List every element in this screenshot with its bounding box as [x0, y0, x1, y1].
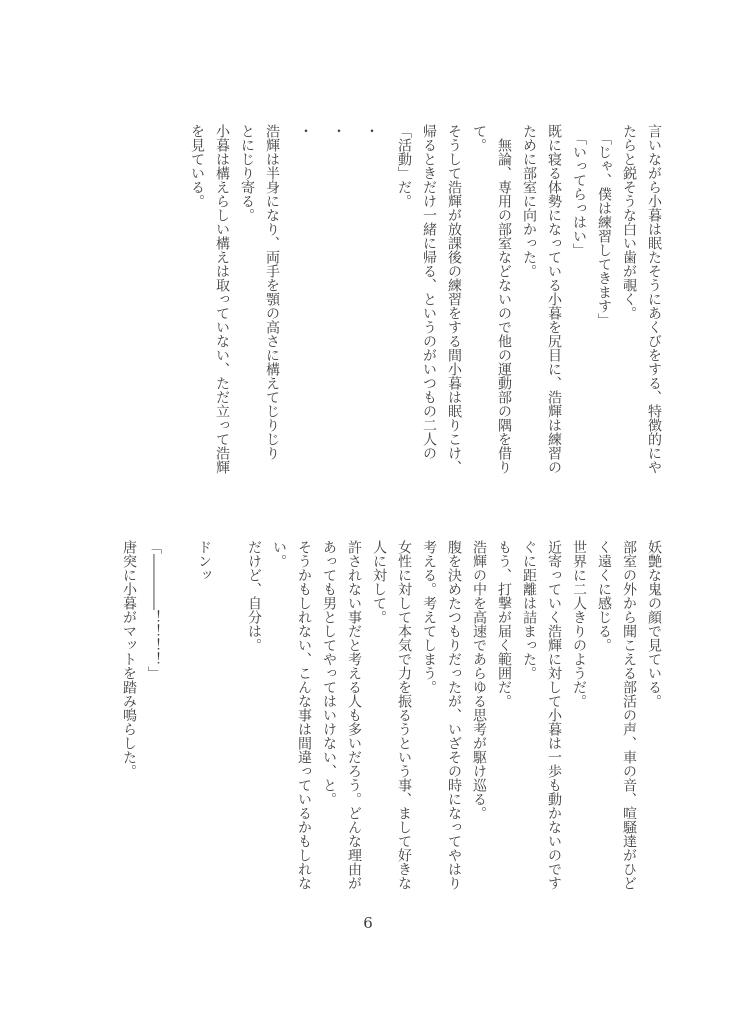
text-line: もう、打撃が届く範囲だ。: [496, 540, 512, 708]
text-line: 人に対して。: [371, 540, 387, 624]
text-line: [166, 540, 191, 1020]
text-line: 世界に二人きりのようだ。: [571, 540, 587, 708]
text-line: そうかもしれない、こんな事は間違っているかもしれな: [296, 540, 312, 890]
text-line: 妖艶な鬼の顔で見ている。: [646, 540, 662, 708]
text-line: 近寄っていく浩輝に対して小暮は一歩も動かないのです: [546, 540, 562, 890]
text-line: 既に寝る体勢になっている小暮を尻目に、浩輝は練習の: [546, 124, 562, 474]
text-line: 唐突に小暮がマットを踏み鳴らした。: [121, 540, 137, 778]
text-line: だけど、自分は。: [246, 540, 262, 652]
text-line: ・: [363, 124, 379, 138]
text-line: を見ている。: [189, 124, 205, 208]
text-line: たらと鋭そうな白い歯が覗く。: [621, 124, 637, 320]
text-line: ・: [330, 124, 346, 138]
text-line: とにじり寄る。: [239, 124, 255, 222]
text-line: 部室の外から聞こえる部活の声、車の音、喧騒達がひど: [621, 540, 637, 890]
text-line: 言いながら小暮は眠たそうにあくびをする、特徴的にや: [646, 124, 662, 474]
text-line: [216, 540, 241, 1020]
text-line: て。: [471, 124, 487, 152]
text-line: 考える。考えてしまう。: [421, 540, 437, 694]
text-line: そうして浩輝が放課後の練習をする間小暮は眠りこけ、: [446, 124, 462, 474]
text-line: 「じゃ、僕は練習してきます」: [596, 124, 612, 327]
text-line: ドンッ: [196, 540, 212, 582]
text-line: 「活動」だ。: [396, 124, 412, 208]
text-line: 許されない事だと考える人も多いだろう。どんな理由が: [346, 540, 362, 890]
text-line: 「いってらっはい」: [571, 124, 587, 257]
text-line: い。: [271, 540, 287, 568]
text-line: ぐに距離は詰まった。: [521, 540, 537, 680]
text-line: く遠くに感じる。: [596, 540, 612, 652]
text-line: 浩輝の中を高速であらゆる思考が駆け巡る。: [471, 540, 487, 820]
text-block-upper: [184, 124, 666, 589]
text-line: 浩輝は半身になり、両手を顎の高さに構えてじりじり: [264, 124, 280, 460]
text-line: 無論、専用の部室などないので他の運動部の隅を借り: [496, 124, 512, 474]
text-line: 腹を決めたつもりだったが、いざその時になってやはり: [446, 540, 462, 890]
text-block-lower: [116, 540, 666, 1020]
text-line: 「――――！！！！」: [146, 540, 162, 680]
text-line: あっても男としてやってはいけない、と。: [321, 540, 337, 806]
page-number: 6: [363, 914, 373, 932]
text-line: 小暮は構えらしい構えは取っていない、ただ立って浩輝: [214, 124, 230, 474]
text-line: ・: [297, 124, 313, 138]
text-line: 帰るときだけ一緒に帰る、というのがいつもの二人の: [421, 124, 437, 460]
text-line: ために部室に向かった。: [521, 124, 537, 278]
text-line: 女性に対して本気で力を振るうという事、まして好きな: [396, 540, 412, 890]
